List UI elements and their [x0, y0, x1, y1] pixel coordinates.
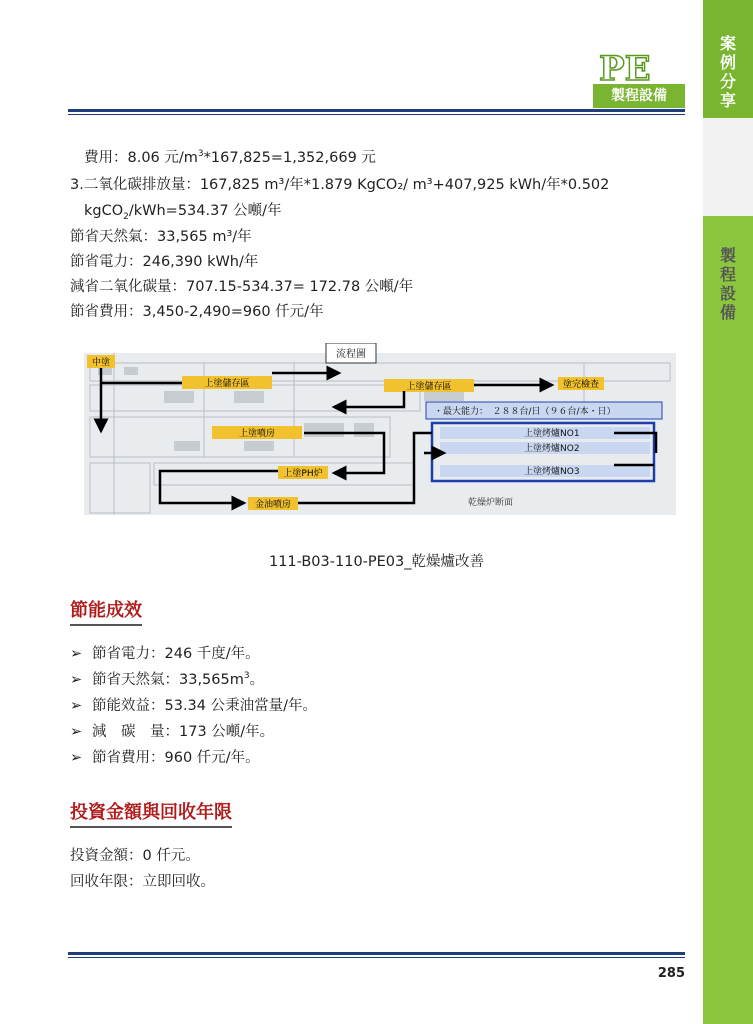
pe-logo	[597, 48, 685, 84]
oven-2-label: 上塗烤爐NO2	[524, 444, 580, 454]
bullet-arrow-icon: ➢	[70, 646, 83, 662]
footer-rule	[68, 952, 685, 955]
bullet-arrow-icon: ➢	[70, 750, 83, 766]
header-rule	[68, 109, 685, 112]
gold-spray-label: 金油噴房	[254, 500, 292, 510]
header-rule-thin	[68, 114, 685, 115]
energy-item-gas: ➢ 節省天然氣：$33,565m^3$。	[70, 671, 265, 688]
page-number: 285	[657, 966, 685, 981]
side-tab	[703, 0, 753, 1024]
oven-1-label: 上塗烤爐NO1	[524, 429, 580, 439]
flow-diagram	[84, 343, 676, 515]
oven-section-label: 乾燥炉断面	[468, 498, 514, 508]
side-tab-process-equipment[interactable]	[703, 118, 753, 322]
invest-section-title: 投資金額與回收年限	[70, 802, 232, 828]
invest-payback: 回收年限：立即回收。	[70, 874, 215, 890]
footer-rule-thin	[68, 957, 685, 958]
top-storage-2-label: 上塗儲存區	[406, 382, 452, 392]
bullet-arrow-icon: ➢	[70, 672, 83, 688]
save-cost-line: 節省費用：3,450-2,490=960 仟元/年	[70, 304, 324, 320]
top-spray-label: 上塗噴房	[238, 429, 276, 439]
energy-item-efficiency: ➢ 節能效益：53.34 公秉油當量/年。	[70, 698, 318, 714]
inspection-label: 塗完檢查	[562, 380, 600, 390]
side-tab-case-share-label: 案 例 分 享	[719, 34, 736, 110]
side-tab-process-equipment-label: 製 程 設 備	[719, 246, 736, 322]
flow-title: 流程圖	[336, 349, 366, 360]
top-ph-label: 上塗PH炉	[283, 469, 323, 479]
co2-line-1: 3.二氧化碳排放量：167,825 m³/年*1.879 KgCO₂/ m³+407,925 kWh/年*0.502	[70, 177, 610, 193]
figure-caption: 111-B03-110-PE03_乾燥爐改善	[268, 554, 485, 570]
pe-logo-text: PE	[599, 49, 651, 84]
header-label: 製程設備	[593, 84, 685, 108]
side-tab-case-share[interactable]	[703, 0, 753, 118]
reduce-co2-line: 減省二氧化碳量：707.15-534.37= 172.78 公噸/年	[70, 279, 414, 295]
energy-item-cost: ➢ 節省費用：960 仟元/年。	[70, 750, 260, 766]
save-gas-line: 節省天然氣：33,565 m³/年	[70, 229, 252, 245]
save-power-line: 節省電力：246,390 kWh/年	[70, 254, 259, 270]
co2-line-2: kgCO$_2$/kWh=534.37 公噸/年	[84, 203, 282, 222]
bullet-arrow-icon: ➢	[70, 724, 83, 740]
top-storage-1-label: 上塗儲存區	[204, 379, 250, 389]
oven-3-label: 上塗烤爐NO3	[524, 467, 580, 477]
invest-amount: 投資金額：0 仟元。	[70, 848, 200, 864]
energy-item-power: ➢ 節省電力：246 千度/年。	[70, 646, 260, 662]
energy-item-carbon: ➢ 減 碳 量：173 公噸/年。	[70, 724, 275, 740]
bullet-arrow-icon: ➢	[70, 698, 83, 714]
energy-section-title: 節能成效	[70, 600, 142, 626]
cost-line: 費用：8.06 元$/m^3*167,825=1,352,669$ 元	[84, 149, 376, 166]
capacity-label: ・最大能力： ２８８台/日（９６台/本・日）	[434, 407, 616, 417]
middle-coat-label: 中塗	[91, 358, 111, 368]
